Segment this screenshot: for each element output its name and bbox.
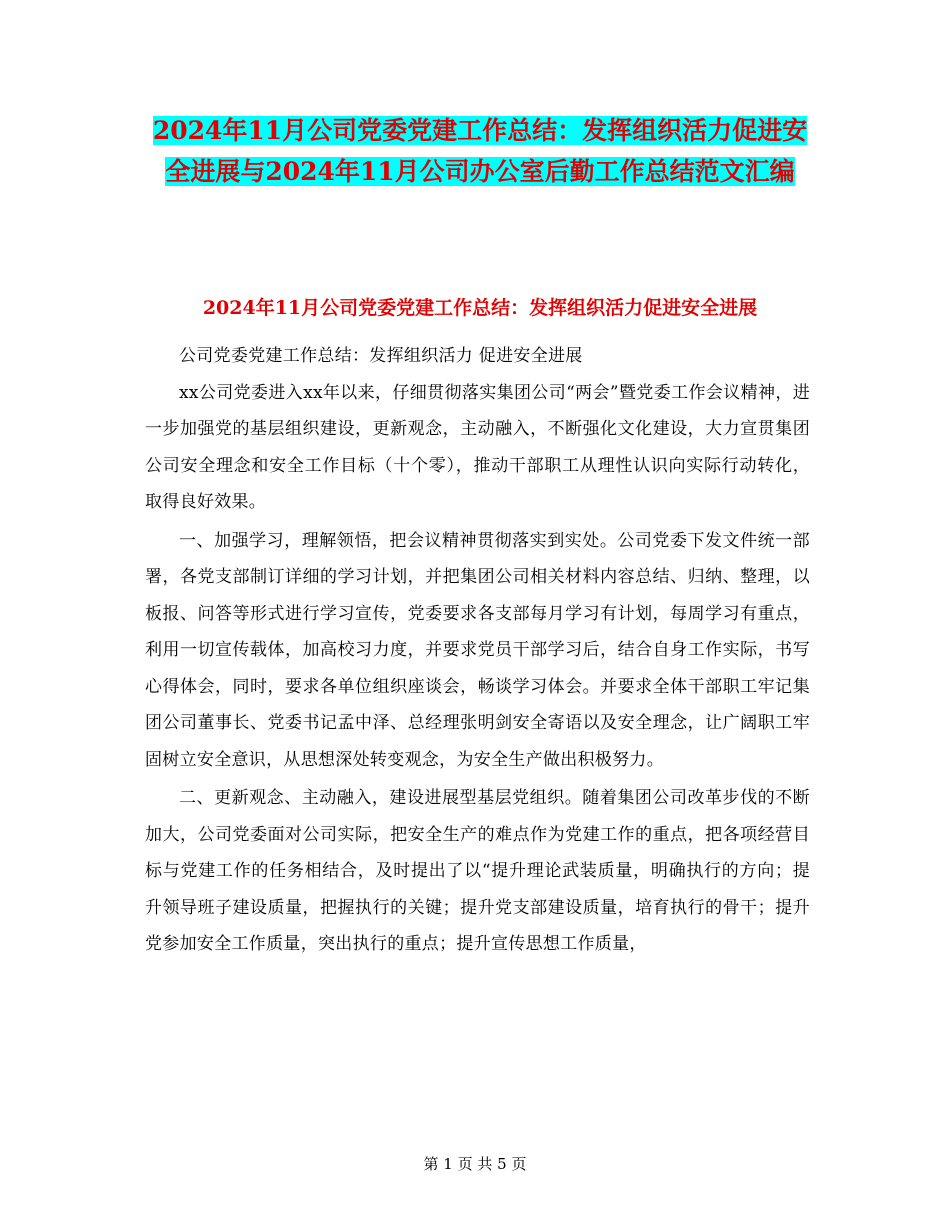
paragraph-section-two: 二、更新观念、主动融入，建设进展型基层党组织。随着集团公司改革步伐的不断加大，公司党委面对公司实际，把安全生产的难点作为党建工作的重点，把各项经营目标与党建工作的任务相结合，及时提出了以“提升理论武装质量，明确执行的方向；提升领导班子建设质量，把握执行的关键；提升党支部建设质量，培育执行的骨干；提升党参加安全工作质量，突出执行的重点；提升宣传思想工作质量， [145, 788, 810, 954]
intro-paragraph: xx公司党委进入xx年以来，仔细贯彻落实集团公司“两会”暨党委工作会议精神，进一步加强党的基层组织建设，更新观念，主动融入，不断强化文化建设，大力宣贯集团公司安全理念和安全工作目标（十个零），推动干部职工从理性认识向实际行动转化，取得良好效果。 [145, 382, 810, 512]
document-title-text: 2024年11月公司党委党建工作总结：发挥组织活力促进安全进展与2024年11月公司办公室后勤工作总结范文汇编 [152, 116, 808, 186]
document-body [145, 338, 810, 963]
page-footer [0, 1152, 950, 1176]
page-indicator: 第 1 页 共 5 页 [423, 1155, 527, 1173]
subtitle-paragraph: 公司党委党建工作总结：发挥组织活力 促进安全进展 [179, 346, 583, 366]
paragraph-section-one: 一、加强学习，理解领悟，把会议精神贯彻落实到实处。公司党委下发文件统一部署，各党支部制订详细的学习计划，并把集团公司相关材料内容总结、归纳、整理，以板报、问答等形式进行学习宣传，党委要求各支部每月学习有计划，每周学习有重点，利用一切宣传载体，加高校习力度，并要求党员干部学习后，结合自身工作实际，书写心得体会，同时，要求各单位组织座谈会，畅谈学习体会。并要求全体干部职工牢记集团公司董事长、党委书记孟中泽、总经理张明剑安全寄语以及安全理念，让广阔职工牢固树立安全意识，从思想深处转变观念，为安全生产做出积极努力。 [145, 530, 810, 770]
document-title [145, 110, 815, 192]
section-heading: 2024年11月公司党委党建工作总结：发挥组织活力促进安全进展 [202, 297, 758, 319]
